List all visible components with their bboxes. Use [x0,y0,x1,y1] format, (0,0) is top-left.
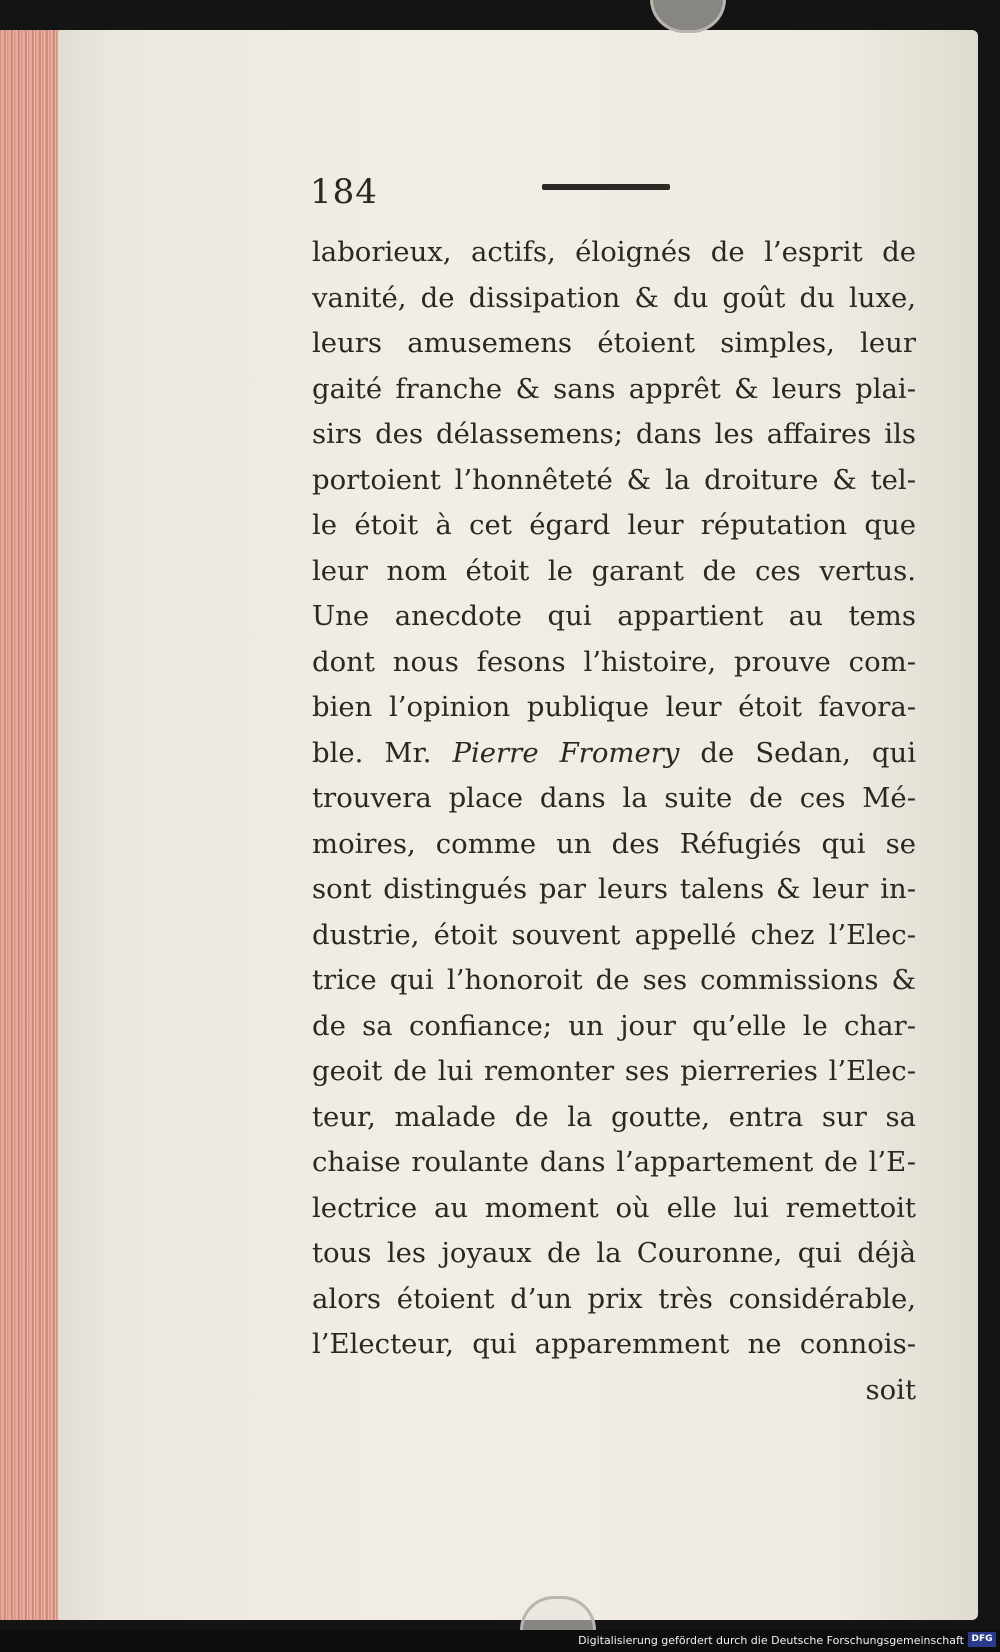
text-line: de sa confiance; un jour qu’elle le char- [312,1009,916,1042]
text-line: sirs des délassemens; dans les affaires ils [312,418,916,450]
text-line: le étoit à cet égard leur réputation que [312,509,916,541]
funding-credit: Digitalisierung gefördert durch die Deutsche Forschungsgemeinschaft [578,1634,964,1647]
text-line: bien l’opinion publique leur étoit favora- [312,691,916,723]
text-line: vanité, de dissipation & du goût du luxe, [312,281,916,314]
text-line: alors étoient d’un prix très considérable, [312,1282,916,1315]
text-line: geoit de lui remonter ses pierreries l’Elec- [312,1055,916,1087]
text-line: tous les joyaux de la Couronne, qui déjà [312,1237,916,1269]
text-line: chaise roulante dans l’appartement de l’E- [312,1146,916,1178]
text-line: dustrie, étoit souvent appellé chez l’Elec- [312,918,916,951]
text-line: moires, comme un des Réfugiés qui se [312,827,916,860]
text-line: l’Electeur, qui apparemment ne connois- [312,1328,916,1360]
text-line: teur, malade de la goutte, entra sur sa [312,1100,916,1133]
text-line: Une anecdote qui appartient au tems [312,600,916,632]
text-line: laborieux, actifs, éloignés de l’esprit de [312,236,916,268]
text-line: trouvera place dans la suite de ces Mé- [312,782,916,814]
text-segment: de Sedan, qui [679,736,916,769]
text-line-with-name [312,731,916,777]
text-line: gaité franche & sans apprêt & leurs plai- [312,372,916,405]
page-block-edge [0,30,65,1620]
text-line: sont distingués par leurs talens & leur in- [312,873,916,905]
text-line: leur nom étoit le garant de ces vertus. [312,554,916,587]
text-line: dont nous fesons l’histoire, prouve com- [312,645,916,678]
header-rule [542,184,670,190]
page-header [310,172,922,212]
text-line: portoient l’honnêteté & la droiture & tel- [312,463,916,496]
text-line: leurs amusemens étoient simples, leur [312,327,916,359]
text-line: lectrice au moment où elle lui remettoit [312,1191,916,1224]
italic-name: Pierre Fromery [452,736,680,769]
text-segment: ble. Mr. [312,736,453,769]
catchword: soit [865,1373,916,1406]
dfg-logo: DFG [968,1632,996,1647]
text-line: trice qui l’honoroit de ses commissions & [312,964,916,996]
page-number: 184 [310,172,378,212]
page-clip-top [650,0,726,33]
body-text [312,230,916,1413]
